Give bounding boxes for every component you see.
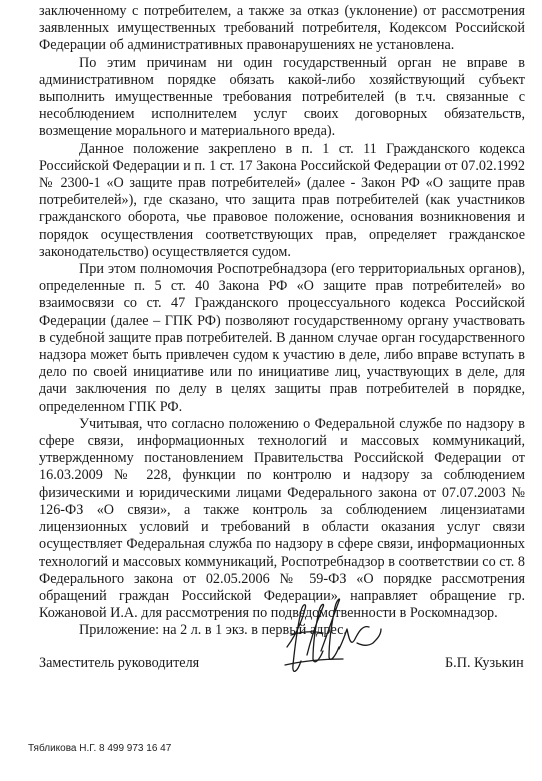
attachment-line: Приложение: на 2 л. в 1 экз. в первый адрес. [79,622,347,639]
position-title: Заместитель руководителя [39,655,200,671]
letter-body [39,3,525,640]
executor-contact: Тябликова Н.Г. 8 499 973 16 47 [28,743,172,754]
signature-block [39,655,525,685]
paragraph-forwarding: Учитывая, что согласно положению о Федеральной службе по надзору в сфере связи, информационных технологий и массовых коммуникаций, утвержденному постановлением Правительства Российской Федерации от 16.03.2009 № 228, функции по контролю и надзору за соблюдением физическими и юридическими лицами Федерального закона от 07.07.2003 № 126-ФЗ «О связи», а также контроль за соблюдением лицензиатами лицензионных условий и требований в области оказания услуг связи осуществляет Федеральная служба по надзору в сфере связи, информационных технологий и массовых коммуникаций, Роспотребнадзор в соответствии со ст. 8 Федерального закона от 02.05.2006 № 59-ФЗ «О порядке рассмотрения обращений граждан Российской Федерации» направляет обращение гр. Кожановой И.А. для рассмотрения по подведомственности в Роскомнадзор. [39,415,525,622]
paragraph-rospotrebnadzor-powers: При этом полномочия Роспотребнадзора (его территориальных органов), определенные п. 5 ст. 40 Закона РФ «О защите прав потребителей» во взаимосвязи со ст. 47 Гражданского процессуального кодекса Российской Федерации (далее – ГПК РФ) позволяют государственному органу участвовать в судебной защите прав потребителей. В данном случае орган государственного надзора может быть привлечен судом к участию в деле, либо вправе вступать в дело по своей инициативе или по инициативе лиц, участвующих в деле, для дачи заключения по делу в целях защиты прав потребителей в порядке, определенном ГПК РФ. [39,261,525,415]
signatory-name: Б.П. Кузькин [445,655,524,671]
paragraph-civil-code: Данное положение закреплено в п. 1 ст. 11 Гражданского кодекса Российской Федерации и п. 1 ст. 17 Закона Российской Федерации от 07.02.1992 № 2300-1 «О защите прав потребителей» (далее - Закон РФ «О защите прав потребителей»), где сказано, что защита прав потребителей (как участников гражданского оборота, чье правовое положение, основания возникновения и порядок осуществления соответствующих прав, определяет гражданское законодательство) осуществляется судом. [39,140,525,260]
paragraph-continuation: заключенному с потребителем, а также за отказ (уклонение) от рассмотрения заявленных имущественных требований потребителя, Кодексом Российской Федерации об административных правонарушениях не установлена. [39,3,525,54]
paragraph-no-authority: По этим причинам ни один государственный орган не вправе в административном порядке обязать какой-либо хозяйствующий субъект выполнить имущественные требования потребителей (в т.ч. связанные с несоблюдением исполнителем услуг своих договорных обязательств, возмещение морального и материального вреда). [39,54,525,140]
